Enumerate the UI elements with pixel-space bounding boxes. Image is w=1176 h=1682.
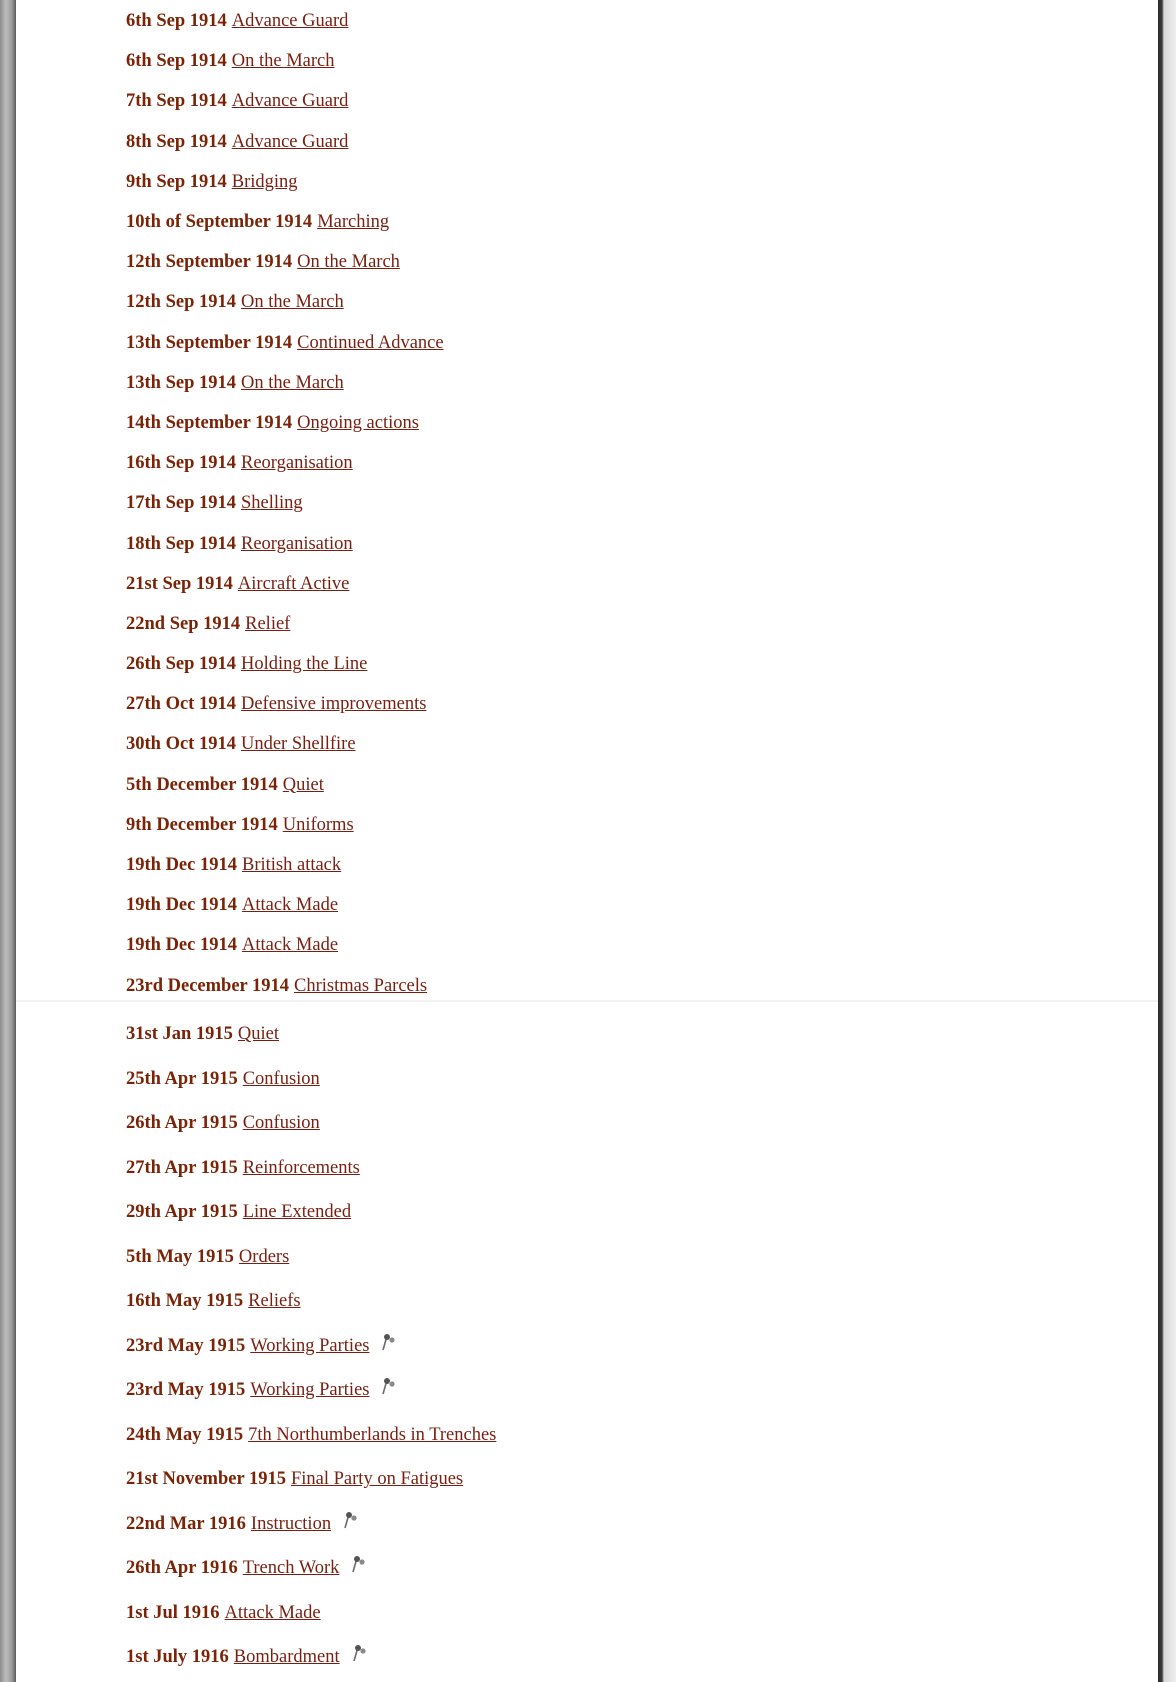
entry-date: 22nd Mar 1916	[126, 1513, 246, 1534]
diary-entry	[126, 1057, 496, 1102]
entry-date: 12th Sep 1914	[126, 292, 236, 313]
entry-link[interactable]: Christmas Parcels	[294, 975, 428, 996]
diary-entry	[126, 81, 444, 121]
map-pin-icon[interactable]	[379, 1333, 397, 1351]
entry-date: 5th December 1914	[126, 774, 278, 795]
entry-date: 6th Sep 1914	[126, 11, 227, 32]
map-pin-icon[interactable]	[350, 1644, 368, 1662]
diary-entry	[126, 684, 444, 724]
diary-entry	[126, 162, 444, 202]
entry-date: 18th Sep 1914	[126, 533, 236, 554]
entry-date: 26th Sep 1914	[126, 654, 236, 675]
entry-link[interactable]: Line Extended	[242, 1202, 352, 1223]
entry-link[interactable]: Reorganisation	[241, 453, 353, 474]
diary-entry	[126, 1101, 496, 1146]
entry-date: 1st Jul 1916	[126, 1602, 220, 1623]
entry-date: 16th May 1915	[126, 1291, 244, 1312]
entry-date: 31st Jan 1915	[126, 1024, 233, 1045]
entry-date: 27th Oct 1914	[126, 694, 236, 715]
diary-entry	[126, 845, 444, 885]
entry-link[interactable]: Final Party on Fatigues	[290, 1469, 464, 1490]
entry-link[interactable]: Confusion	[242, 1068, 320, 1089]
map-pin-icon[interactable]	[341, 1511, 359, 1529]
diary-entry	[126, 323, 444, 363]
entry-date: 12th September 1914	[126, 252, 293, 273]
entry-link[interactable]: Holding the Line	[241, 654, 368, 675]
entry-date: 19th Dec 1914	[126, 895, 237, 916]
diary-entry	[126, 1279, 496, 1324]
diary-entry	[126, 363, 444, 403]
map-pin-icon[interactable]	[349, 1555, 367, 1573]
entry-link[interactable]: Attack Made	[224, 1602, 321, 1623]
diary-entry	[126, 41, 444, 81]
diary-entry	[126, 443, 444, 483]
entry-link[interactable]: On the March	[241, 372, 344, 393]
entry-date: 23rd May 1915	[126, 1335, 246, 1356]
entry-link[interactable]: On the March	[241, 292, 344, 313]
entry-link[interactable]: Bombardment	[233, 1647, 340, 1668]
diary-entry	[126, 885, 444, 925]
entry-link[interactable]: 7th Northumberlands in Trenches	[248, 1424, 497, 1445]
entry-date: 13th September 1914	[126, 332, 293, 353]
entry-link[interactable]: Quiet	[237, 1024, 280, 1045]
diary-entry	[126, 1413, 496, 1458]
entry-date: 26th Apr 1916	[126, 1558, 238, 1579]
entry-link[interactable]: Under Shellfire	[240, 734, 356, 755]
entry-date: 17th Sep 1914	[126, 493, 236, 514]
diary-entry	[126, 805, 444, 845]
entry-date: 14th September 1914	[126, 412, 293, 433]
entry-link[interactable]: Advance Guard	[231, 91, 349, 112]
entry-date: 23rd May 1915	[126, 1380, 246, 1401]
diary-entry	[126, 925, 444, 965]
entry-link[interactable]: Relief	[245, 613, 291, 634]
entry-date: 27th Apr 1915	[126, 1157, 238, 1178]
diary-entry	[126, 1368, 496, 1413]
page-seam	[16, 1000, 1158, 1002]
diary-entry	[126, 1502, 496, 1547]
entry-date: 25th Apr 1915	[126, 1068, 238, 1089]
entry-date: 29th Apr 1915	[126, 1202, 238, 1223]
entry-date: 5th May 1915	[126, 1246, 234, 1267]
diary-entry	[126, 564, 444, 604]
entry-date: 22nd Sep 1914	[126, 613, 241, 634]
diary-entry	[126, 1457, 496, 1502]
entry-date: 1st July 1916	[126, 1647, 229, 1668]
diary-entry	[126, 1190, 496, 1235]
entry-link[interactable]: British attack	[241, 855, 342, 876]
entry-link[interactable]: Marching	[317, 212, 390, 233]
entry-link[interactable]: Continued Advance	[297, 332, 444, 353]
map-pin-icon[interactable]	[379, 1377, 397, 1395]
entry-link[interactable]: Defensive improvements	[240, 694, 427, 715]
entry-link[interactable]: On the March	[231, 51, 335, 72]
entry-link[interactable]: Quiet	[282, 774, 324, 795]
diary-entry	[126, 1324, 496, 1369]
entry-link[interactable]: Instruction	[250, 1513, 332, 1534]
diary-entry	[126, 483, 444, 523]
entry-link[interactable]: Reinforcements	[242, 1157, 360, 1178]
entry-link[interactable]: Shelling	[241, 493, 303, 514]
entry-date: 8th Sep 1914	[126, 131, 227, 152]
window-frame-left	[0, 0, 16, 1682]
diary-entry	[126, 242, 444, 282]
entry-link[interactable]: Attack Made	[241, 935, 339, 956]
diary-entry	[126, 1635, 496, 1680]
entry-link[interactable]: Reorganisation	[241, 533, 353, 554]
diary-page	[16, 0, 1158, 1682]
entry-link[interactable]: Uniforms	[282, 814, 354, 835]
entry-date: 16th Sep 1914	[126, 453, 236, 474]
entry-date: 26th Apr 1915	[126, 1113, 238, 1134]
diary-entry	[126, 724, 444, 764]
diary-entry	[126, 1012, 496, 1057]
entry-link[interactable]: On the March	[297, 252, 400, 273]
entry-link[interactable]: Attack Made	[241, 895, 339, 916]
diary-entry	[126, 1, 444, 41]
entry-date: 7th Sep 1914	[126, 91, 227, 112]
entry-link[interactable]: Trench Work	[242, 1558, 340, 1579]
diary-entry	[126, 122, 444, 162]
diary-list-1915	[126, 1012, 496, 1680]
entry-link[interactable]: Aircraft Active	[237, 573, 350, 594]
diary-entry	[126, 644, 444, 684]
diary-entry	[126, 202, 444, 242]
entry-link[interactable]: Confusion	[242, 1113, 320, 1134]
entry-link[interactable]: Advance Guard	[231, 11, 349, 32]
entry-link[interactable]: Working Parties	[250, 1335, 370, 1356]
entry-date: 21st Sep 1914	[126, 573, 233, 594]
entry-date: 19th Dec 1914	[126, 855, 237, 876]
diary-entry	[126, 403, 444, 443]
diary-entry	[126, 1546, 496, 1591]
entry-date: 19th Dec 1914	[126, 935, 237, 956]
entry-date: 30th Oct 1914	[126, 734, 236, 755]
entry-link[interactable]: Advance Guard	[231, 131, 349, 152]
entry-link[interactable]: Working Parties	[250, 1380, 370, 1401]
entry-link[interactable]: Orders	[238, 1246, 290, 1267]
entry-date: 24th May 1915	[126, 1424, 244, 1445]
entry-link[interactable]: Reliefs	[248, 1291, 301, 1312]
entry-link[interactable]: Bridging	[231, 171, 298, 192]
entry-date: 23rd December 1914	[126, 975, 290, 996]
entry-date: 10th of September 1914	[126, 212, 313, 233]
diary-entry	[126, 765, 444, 805]
entry-date: 21st November 1915	[126, 1469, 286, 1490]
entry-date: 9th December 1914	[126, 814, 278, 835]
diary-list-1914	[126, 1, 444, 1006]
diary-entry	[126, 1591, 496, 1636]
entry-date: 13th Sep 1914	[126, 372, 236, 393]
diary-entry	[126, 282, 444, 322]
diary-entry	[126, 1235, 496, 1280]
diary-entry	[126, 604, 444, 644]
entry-date: 6th Sep 1914	[126, 51, 227, 72]
window-frame-right	[1158, 0, 1176, 1682]
entry-date: 9th Sep 1914	[126, 171, 227, 192]
diary-entry	[126, 523, 444, 563]
diary-entry	[126, 1146, 496, 1191]
entry-link[interactable]: Ongoing actions	[297, 412, 419, 433]
